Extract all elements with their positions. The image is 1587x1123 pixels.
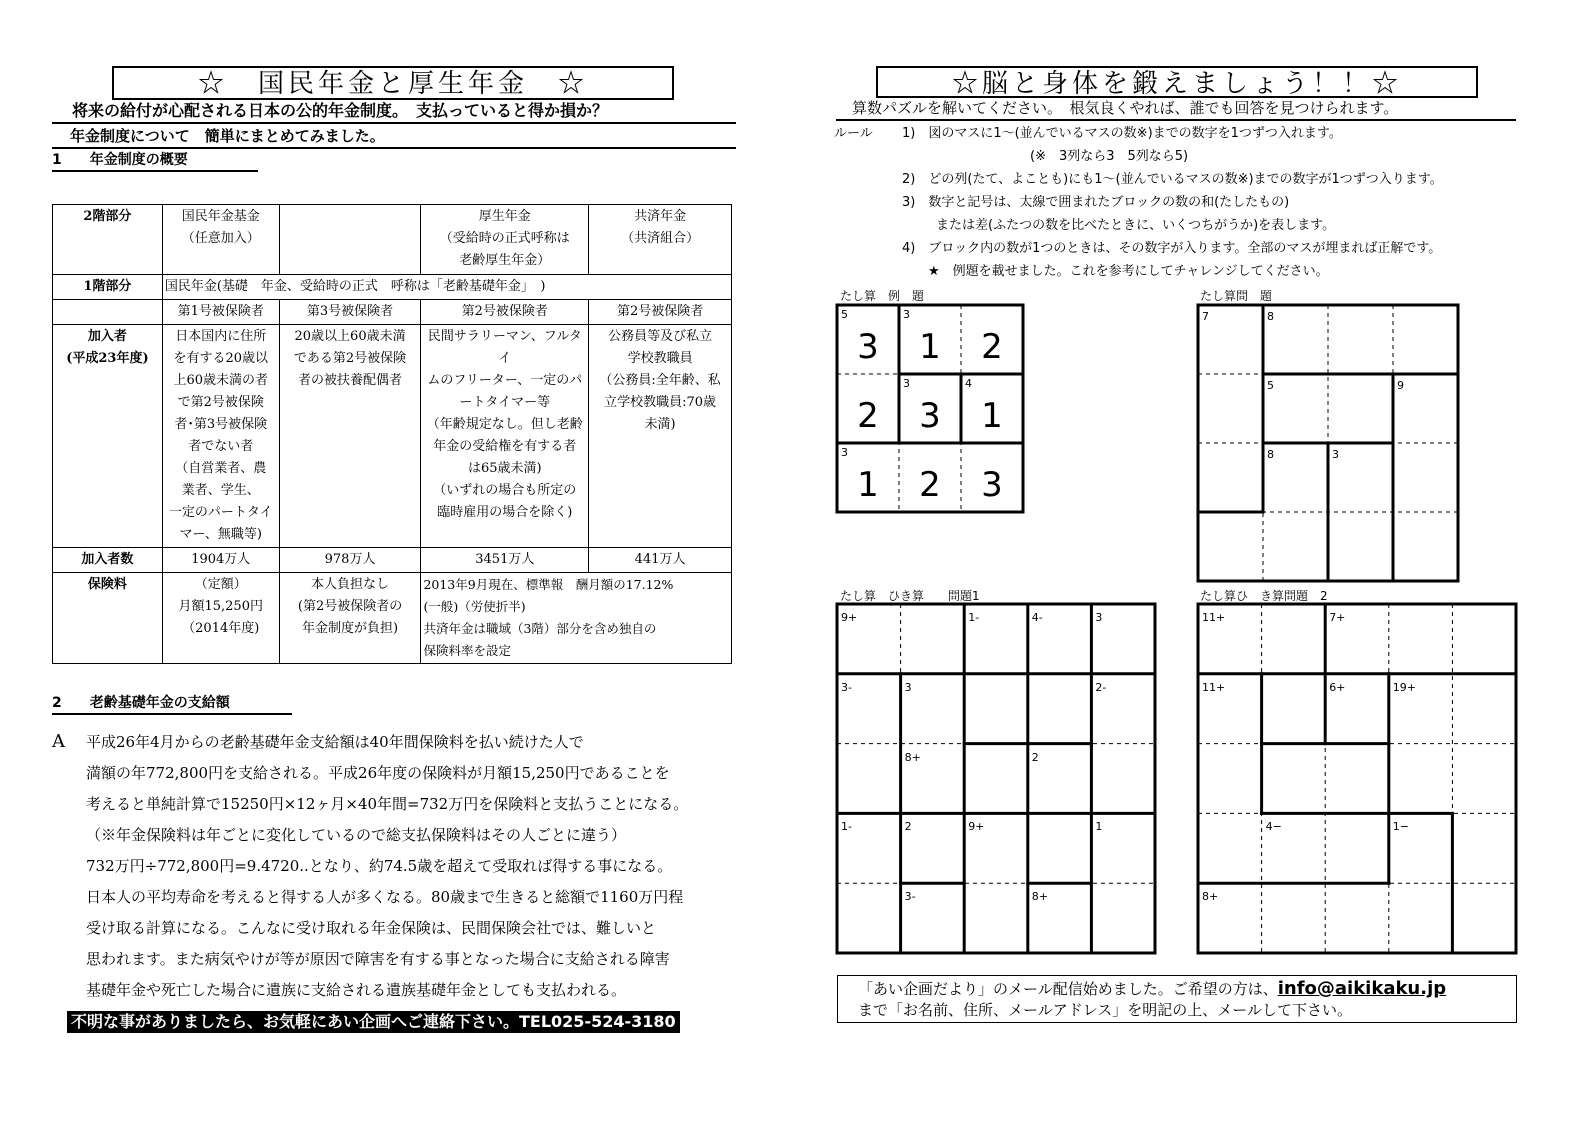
cage-clue: 7 (1202, 310, 1209, 323)
right-subtitle: 算数パズルを解いてください。 根気良くやれば、誰でも回答を見つけられます。 (836, 98, 1516, 121)
footer-email-link[interactable]: info@aikikaku.jp (1277, 978, 1447, 999)
row-join-label: 加入者 (平成23年度) (53, 325, 163, 548)
rule-3-cont: または差(ふたつの数を比べたときに、いくつちがうか)を表します。 (936, 218, 1336, 233)
header-type1: 第1号被保険者 (162, 300, 279, 325)
rule-1: 1) 図のマスに1～(並んでいるマスの数※)までの数字を1つずつ入れます。 (902, 126, 1342, 141)
cage-clue: 9+ (841, 611, 858, 624)
section-2-heading: 2 老齢基礎年金の支給額 (52, 693, 292, 715)
cell-join-2a: 民間サラリーマン、フルタイ ムのフリーター、一定のパ ートタイマー等 （年齢規定なし。但し老齢 年金の受給権を有する者 は65歳未満) （いずれの場合も所定の 臨時雇用の場合を除く) (421, 325, 589, 548)
paragraph-line: 考えると単純計算で15250円×12ヶ月×40年間=732万円を保険料と支払うことになる。 (86, 795, 689, 813)
cell-empty (279, 205, 421, 275)
answer-paragraph (86, 727, 688, 1006)
rule-1-note: (※ 3列なら3 5列なら5) (1030, 149, 1189, 164)
answer-digit: 2 (857, 396, 879, 436)
pension-table (52, 204, 732, 664)
rule-3: 3) 数字と記号は、太線で囲まれたブロックの数の和(たしたもの) (902, 195, 1290, 210)
answer-digit: 1 (919, 327, 941, 367)
cage-clue: 3 (903, 308, 910, 321)
cell-fee-1: （定額） 月額15,250円 （2014年度) (162, 573, 279, 664)
cage-clue: 1 (1095, 820, 1103, 834)
row-count-label: 加入者数 (53, 548, 163, 573)
cell-join-2b: 公務員等及び私立 学校教職員 （公務員:全年齢、私 立学校教職員:70歳 未満) (589, 325, 732, 548)
cell-join-1: 日本国内に住所 を有する20歳以 上60歳未満の者 で第2号被保険 者･第3号被保険 者でない者 （自営業者、農 業者、学生、 一定のパートタイ マー、無職等) (162, 325, 279, 548)
cage-clue: 5 (1267, 379, 1274, 392)
cage-clue: 3 (841, 446, 848, 459)
puzzle-4-grid (1198, 604, 1516, 953)
puzzle-4-title: たし算ひ き算問題 2 (1200, 589, 1328, 603)
left-intro: 年金制度について 簡単にまとめてみました。 (52, 125, 736, 149)
cage-clue: 11+ (1202, 680, 1226, 694)
answer-digit: 3 (981, 465, 1003, 505)
cell-count-1: 1904万人 (162, 548, 279, 573)
cage-clue: 2 (1031, 750, 1039, 764)
paragraph-line: 732万円÷772,800円=9.4720..となり、約74.5歳を超えて受取れば得する事になる。 (86, 857, 673, 875)
cage-clue: 4 (965, 377, 972, 390)
paragraph-line: 基礎年金や死亡した場合に遺族に支給される遺族基礎年金としても支払われる。 (86, 981, 627, 999)
section-1-heading: 1 年金制度の概要 (52, 150, 258, 172)
answer-digit: 2 (919, 465, 941, 505)
left-title: ☆ 国民年金と厚生年金 ☆ (112, 66, 674, 100)
paragraph-line: 日本人の平均寿命を考えると得する人が多くなる。80歳まで生きると総額で1160万円程 (86, 888, 684, 906)
header-type2a: 第2号被保険者 (421, 300, 589, 325)
header-type3: 第3号被保険者 (279, 300, 421, 325)
cage-clue: 1− (1392, 820, 1410, 834)
cage-clue: 7+ (1329, 611, 1346, 624)
cage-clue: 8+ (1031, 890, 1049, 904)
contact-banner: 不明な事がありましたら、お気軽にあい企画へご連絡下さい。TEL025-524-3180 (67, 1011, 680, 1033)
puzzle-example-title: たし算 例 題 (840, 289, 925, 303)
cage-clue: 1- (841, 820, 852, 834)
footer-text-1: 「あい企画だより」のメール配信始めました。ご希望の方は、 (858, 980, 1278, 998)
rule-4: 4) ブロック内の数が1つのときは、その数字が入ります。全部のマスが埋まれば正解です。 (902, 241, 1442, 256)
cage-clue: 19+ (1392, 680, 1417, 694)
answer-digit: 2 (981, 327, 1003, 367)
cell-kokumin-kikin: 国民年金基金 （任意加入） (162, 205, 279, 275)
cell-count-2b: 441万人 (589, 548, 732, 573)
answer-digit: 1 (981, 396, 1003, 436)
grid-lines (1198, 305, 1458, 581)
cell-fee-3: 本人負担なし (第2号被保険者の 年金制度が負担) (279, 573, 421, 664)
email-footer (837, 975, 1517, 1023)
cell-join-3: 20歳以上60歳未満 である第2号被保険 者の被扶養配偶者 (279, 325, 421, 548)
cell-kyousai: 共済年金 （共済組合） (589, 205, 732, 275)
paragraph-line: 思われます。また病気やけが等が原因で障害を有する事となった場合に支給される障害 (86, 950, 670, 968)
footer-text-2: まで「お名前、住所、メールアドレス」を明記の上、メールして下さい。 (858, 1001, 1352, 1019)
row-2f-label: 2階部分 (53, 205, 163, 275)
cage-clue: 9+ (968, 820, 985, 834)
rules-label: ルール (834, 126, 873, 141)
cage-clue: 3 (903, 377, 910, 390)
cell-blank (53, 300, 163, 325)
cell-fee-2: 2013年9月現在、標準報 酬月額の17.12% (一般)（労使折半) 共済年金は職域（3階）部分を含め独自の 保険料率を設定 (421, 573, 732, 664)
paragraph-line: （※年金保険料は年ごとに変化しているので総支払保険料はその人ごとに違う） (86, 826, 627, 844)
cage-clue: 11+ (1202, 611, 1226, 624)
puzzle-example-grid (837, 305, 1023, 512)
left-subtitle: 将来の給付が心配される日本の公的年金制度。 支払っていると得か損か？ (52, 100, 736, 124)
header-type2b: 第2号被保険者 (589, 300, 732, 325)
cage-clue: 5 (841, 308, 848, 321)
cage-clue: 3- (904, 890, 916, 904)
answer-digit: 3 (857, 327, 879, 367)
puzzle-2-title: たし算問 題 (1200, 289, 1273, 303)
cage-clue: 3- (841, 680, 852, 694)
puzzle-3-grid (837, 604, 1155, 953)
cage-clue: 2 (904, 820, 912, 834)
cage-clue: 8 (1267, 310, 1274, 323)
cage-clue: 9 (1397, 379, 1404, 392)
cell-count-3: 978万人 (279, 548, 421, 573)
row-fee-label: 保険料 (53, 573, 163, 664)
cell-kousei: 厚生年金 （受給時の正式呼称は 老齢厚生年金） (421, 205, 589, 275)
cell-count-2a: 3451万人 (421, 548, 589, 573)
paragraph-line: 平成26年4月からの老齢基礎年金支給額は40年間保険料を払い続けた人で (86, 733, 584, 751)
right-title: ☆脳と身体を鍛えましょう！！☆ (876, 66, 1478, 98)
answer-digit: 1 (857, 465, 879, 505)
cage-clue: 1- (968, 611, 980, 624)
cage-clue: 8+ (1202, 890, 1219, 904)
puzzle-3-title: たし算 ひき算 問題1 (840, 589, 980, 603)
cage-clue: 3 (1332, 448, 1339, 461)
cage-clue: 3 (904, 680, 912, 694)
cell-kokumin-kiso: 国民年金(基礎 年金、受給時の正式 呼称は「老齢基礎年金」 ) (162, 275, 731, 300)
cage-clue: 8+ (904, 750, 921, 764)
row-1f-label: 1階部分 (53, 275, 163, 300)
cage-clue: 4− (1265, 820, 1282, 834)
grid-lines (837, 604, 1155, 953)
cage-clue: 6+ (1329, 680, 1346, 694)
paragraph-line: 受け取る計算になる。こんなに受け取れる年金保険は、民間保険会社では、難しいと (86, 919, 657, 937)
cage-clue: 8 (1267, 448, 1274, 461)
rule-2: 2) どの列(たて、よことも)にも1～(並んでいるマスの数※)までの数字が1つずつ入ります。 (902, 172, 1443, 187)
answer-digit: 3 (919, 396, 941, 436)
paragraph-line: 満額の年772,800円を支給される。平成26年度の保険料が月額15,250円であることを (86, 764, 670, 782)
answer-mark: A (52, 731, 65, 752)
rule-star: ★ 例題を載せました。これを参考にしてチャレンジしてください。 (928, 264, 1329, 279)
puzzle-2-grid (1198, 305, 1458, 581)
cage-clue: 2- (1095, 680, 1107, 694)
cage-clue: 4- (1031, 611, 1043, 624)
grid-lines (1198, 604, 1516, 953)
cage-clue: 3 (1095, 611, 1103, 624)
